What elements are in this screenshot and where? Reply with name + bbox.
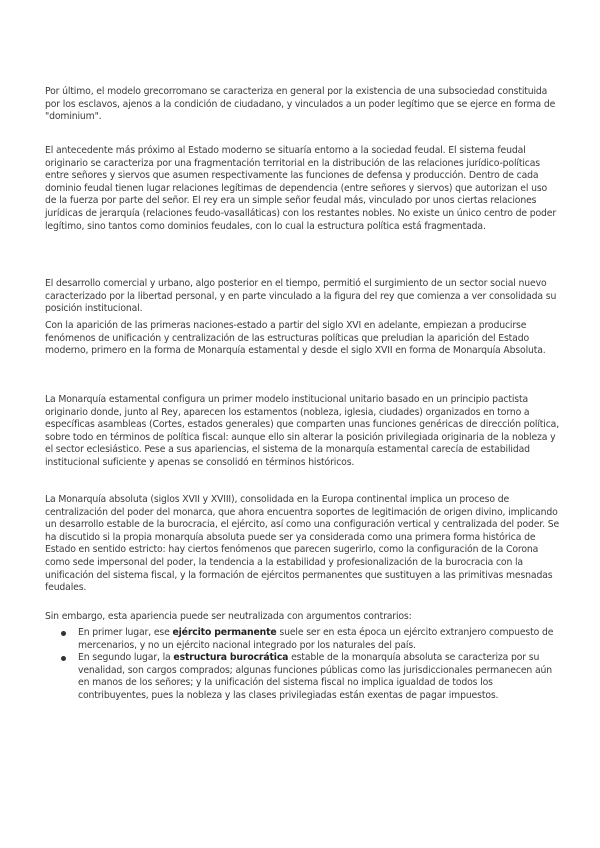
paragraph-estate-monarchy: La Monarquía estamental configura un primer modelo institucional unitario basado en un principio pactista originario donde, junto al Rey, aparecen los estamentos (nobleza, iglesia, ciudades) organizados en torno a específicas asambleas (Cortes, estados generales) que comparten unas funciones genéricas de dirección política, sobre todo en términos de política fiscal: aunque ello sin alterar la posición privilegiada originaria de la nobleza y el sector eclesiástico. Pese a sus apariencias, el sistema de la monarquía estamental carecía de estabilidad institucional suficiente y apenas se consolidó en términos históricos.: [45, 394, 560, 468]
paragraph-greco-roman-model: Por último, el modelo grecorromano se caracteriza en general por la existencia de una subsociedad constituida por los esclavos, ajenos a la condición de ciudadano, y vinculados a un poder legítimo que se ejerce en forma de "dominium".: [45, 86, 556, 123]
bullet-text-after: estable de la monarquía absoluta se caracteriza por su venalidad, son cargos comprados; algunas funciones públicas como las jurisdiccionales permanecen aún en manos de los señores; y la unificación del sistema fiscal no implica igualdad de todos los contribuyentes, pues la nobleza y las clases privilegiadas están exentas de pagar impuestos.: [78, 652, 552, 701]
counterarguments-list: [45, 627, 565, 703]
paragraph-counterarguments-intro: Sin embargo, esta apariencia puede ser neutralizada con argumentos contrarios:: [45, 611, 412, 622]
paragraph-absolute-monarchy: La Monarquía absoluta (siglos XVII y XVIII), consolidada en la Europa continental implica un proceso de centralización del poder del monarca, que ahora encuentra soportes de legitimación de origen divino, implicando un desarrollo estable de la burocracia, el ejército, así como una configuración vertical y centralizada del poder. Se ha discutido si la propia monarquía absoluta puede ser ya considerada como una primera forma histórica de Estado en sentido estricto: hay ciertos fenómenos que parecen sugerirlo, como la configuración de la Corona como sede impersonal del poder, la tendencia a la estabilidad y profesionalización de la burocracia con la unificación del sistema fiscal, y la formación de ejércitos permanentes que sustituyen a las primitivas mesnadas feudales.: [45, 494, 560, 594]
paragraph-commercial-urban-development: El desarrollo comercial y urbano, algo posterior en el tiempo, permitió el surgimiento de un sector social nuevo caracterizado por la libertad personal, y en parte vinculado a la figura del rey que comienza a ver consolidada su posición institucional.: [45, 278, 557, 315]
bullet-bold-term: estructura burocrática: [173, 652, 289, 664]
bullet-text-before: En segundo lugar, la: [78, 652, 174, 664]
bullet-icon: [61, 656, 66, 661]
paragraph-feudal-society: El antecedente más próximo al Estado moderno se situaría entorno a la sociedad feudal. El sistema feudal originario se caracteriza por una fragmentación territorial en la distribución de las relaciones jurídico-políticas entre señores y siervos que asumen respectivamente las funciones de defensa y producción. Dentro de cada dominio feudal tienen lugar relaciones legítimas de dependencia (entre señores y siervos) que autorizan el uso de la fuerza por parte del señor. El rey era un simple señor feudal más, vinculado por unos ciertas relaciones jurídicas de jerarquía (relaciones feudo-vasalláticas) con los restantes nobles. No existe un único centro de poder legítimo, sino tantos como dominios feudales, con lo cual la estructura política está fragmentada.: [45, 145, 557, 232]
list-item: [45, 652, 565, 702]
list-item: [45, 627, 565, 652]
bullet-text-after: suele ser en esta época un ejército extranjero compuesto de mercenarios, y no un ejército nacional integrado por los naturales del país.: [78, 627, 554, 651]
bullet-text-before: En primer lugar, ese: [78, 627, 173, 638]
paragraph-nation-states: Con la aparición de las primeras naciones-estado a partir del siglo XVI en adelante, empiezan a producirse fenómenos de unificación y centralización de las estructuras políticas que preludian la aparición del Estado moderno, primero en la forma de Monarquía estamental y desde el siglo XVII en forma de Monarquía Absoluta.: [45, 320, 546, 357]
bullet-icon: [61, 631, 66, 636]
bullet-bold-term: ejército permanente: [172, 627, 277, 638]
